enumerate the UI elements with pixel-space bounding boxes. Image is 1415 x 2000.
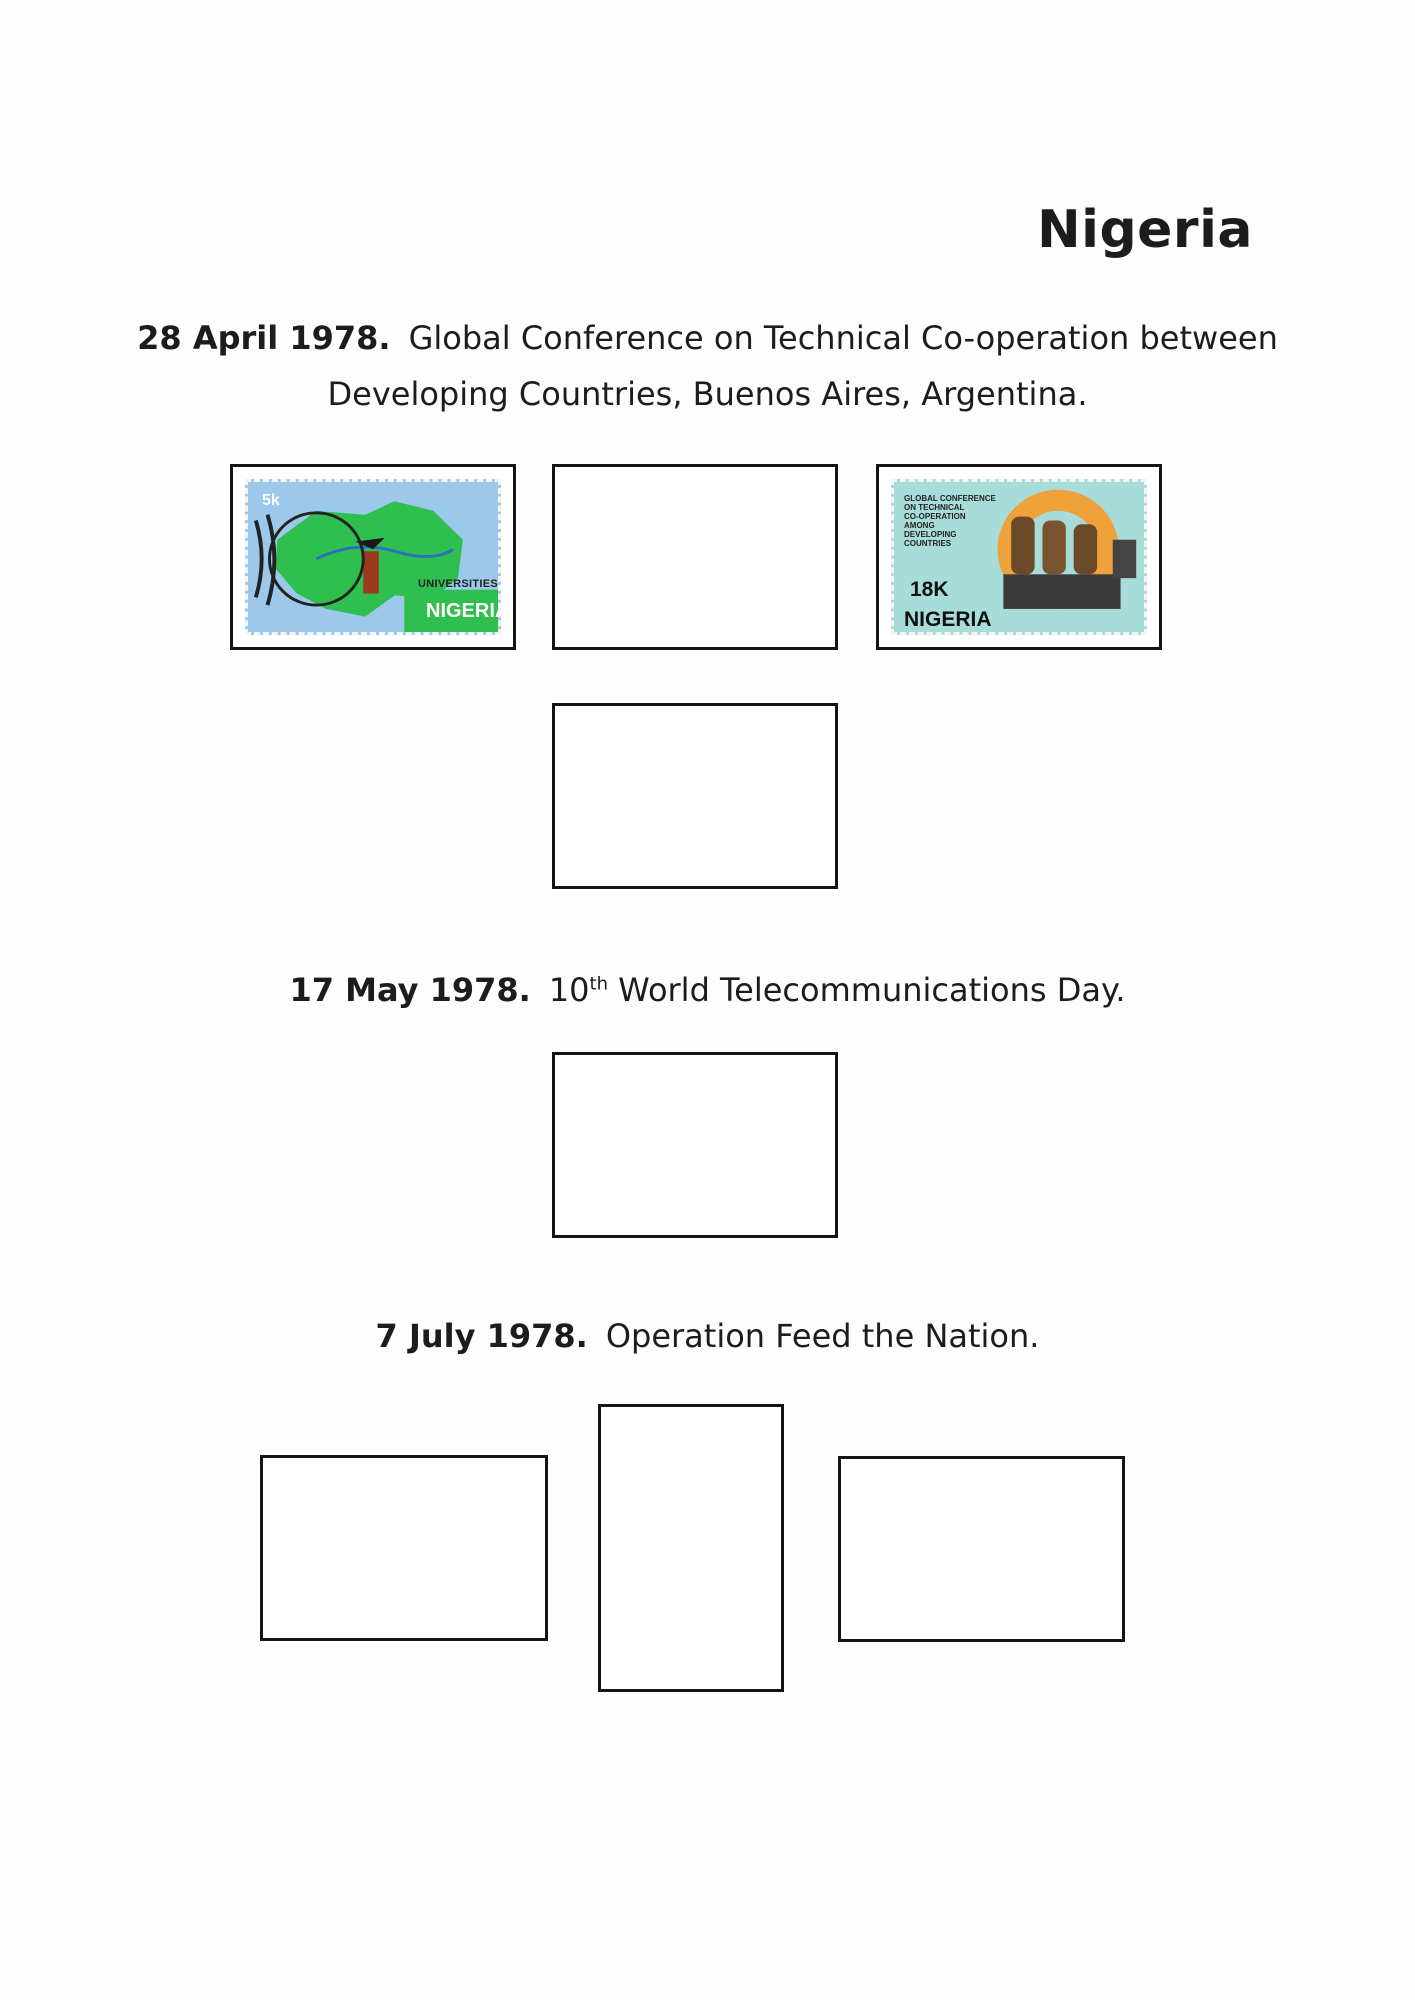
section-1-title-line-1: Global Conference on Technical Co-operation between — [408, 319, 1278, 357]
stamp-slot-universities[interactable] — [230, 464, 516, 650]
stamp-slot-empty-1[interactable] — [552, 464, 838, 650]
stamp-conference-caption-line: CO-OPERATION — [904, 512, 966, 521]
worker-figure-1 — [1011, 517, 1034, 575]
country-title: Nigeria — [1037, 200, 1253, 260]
stamp-universities-denomination: 5k — [262, 492, 280, 509]
section-heading-2 — [0, 962, 1415, 1018]
stamp-slot-empty-5[interactable] — [598, 1404, 784, 1692]
section-2-title-rest: World Telecommunications Day. — [618, 971, 1126, 1009]
stamp-conference-denomination: 18K — [910, 578, 949, 601]
stamp-universities-country: NIGERIA — [426, 600, 510, 622]
section-3-date: 7 July 1978. — [375, 1317, 588, 1355]
section-2-date: 17 May 1978. — [289, 971, 531, 1009]
section-2-title-prefix: 10 — [548, 971, 590, 1009]
stamp-slot-conference[interactable] — [876, 464, 1162, 650]
machinery-column — [1113, 540, 1136, 578]
worker-figure-3 — [1074, 524, 1097, 574]
stamp-slot-empty-2[interactable] — [552, 703, 838, 889]
stamp-slot-empty-3[interactable] — [552, 1052, 838, 1238]
stamp-conference-caption-line: ON TECHNICAL — [904, 503, 965, 512]
stamp-slot-empty-4[interactable] — [260, 1455, 548, 1641]
stamp-conference — [891, 479, 1147, 635]
stamp-universities-caption: UNIVERSITIES — [418, 578, 499, 590]
section-1-date: 28 April 1978. — [137, 319, 391, 357]
machinery-shape — [1003, 574, 1120, 609]
stamp-conference-country: NIGERIA — [904, 608, 992, 631]
section-heading-1 — [0, 310, 1415, 422]
worker-figure-2 — [1042, 520, 1065, 574]
stamp-conference-caption-line: DEVELOPING — [904, 530, 957, 539]
section-1-title-line-2: Developing Countries, Buenos Aires, Argentina. — [327, 375, 1088, 413]
section-1-line-1 — [0, 310, 1415, 366]
section-heading-3 — [0, 1308, 1415, 1364]
graduate-figure-shape — [363, 551, 379, 593]
section-2-title-sup: th — [589, 973, 608, 995]
stamp-universities — [245, 479, 510, 635]
stamp-conference-caption-line: COUNTRIES — [904, 539, 952, 548]
stamp-conference-caption — [904, 494, 1004, 548]
stamp-slot-empty-6[interactable] — [838, 1456, 1125, 1642]
stamp-conference-caption-line: AMONG — [904, 521, 935, 530]
stamp-conference-caption-line: GLOBAL CONFERENCE — [904, 494, 996, 503]
section-3-title: Operation Feed the Nation. — [605, 1317, 1040, 1355]
